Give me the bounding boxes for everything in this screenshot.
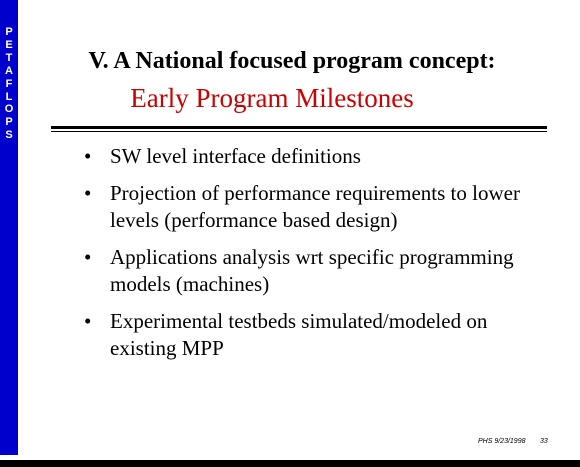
footer-page-number: 33: [540, 438, 548, 445]
bullet-item: [84, 244, 554, 298]
bullet-text: Applications analysis wrt specific programming models (machines): [110, 245, 514, 296]
title-divider-thick: [51, 126, 547, 129]
bullet-text: Projection of performance requirements to lower levels (performance based design): [110, 181, 520, 232]
side-letter: P: [5, 116, 13, 129]
side-wordmark: [0, 26, 18, 142]
side-strip: [0, 0, 18, 455]
bullet-icon: •: [84, 309, 92, 333]
side-letter: L: [5, 90, 13, 103]
bullet-icon: •: [84, 181, 92, 205]
side-letter: P: [5, 26, 13, 38]
side-letter: O: [4, 103, 14, 116]
bullet-icon: •: [84, 144, 92, 168]
bullet-item: [84, 308, 554, 362]
bullet-text: Experimental testbeds simulated/modeled on existing MPP: [110, 309, 488, 360]
side-letter: F: [5, 77, 13, 90]
bullet-item: [84, 143, 554, 170]
footer-credit: PHS 9/23/1998: [478, 438, 526, 445]
slide-title: V. A National focused program concept:: [88, 48, 496, 74]
slide-subtitle: Early Program Milestones: [130, 83, 414, 113]
bullet-item: [84, 180, 554, 234]
side-letter: A: [5, 64, 13, 77]
bullet-text: SW level interface definitions: [110, 144, 361, 168]
bullet-icon: •: [84, 245, 92, 269]
bottom-divider: [0, 460, 580, 467]
side-letter: E: [5, 38, 13, 51]
side-letter: S: [5, 129, 13, 142]
bullet-list: [84, 143, 554, 372]
side-letter: T: [5, 51, 13, 64]
title-divider-thin: [51, 131, 547, 132]
